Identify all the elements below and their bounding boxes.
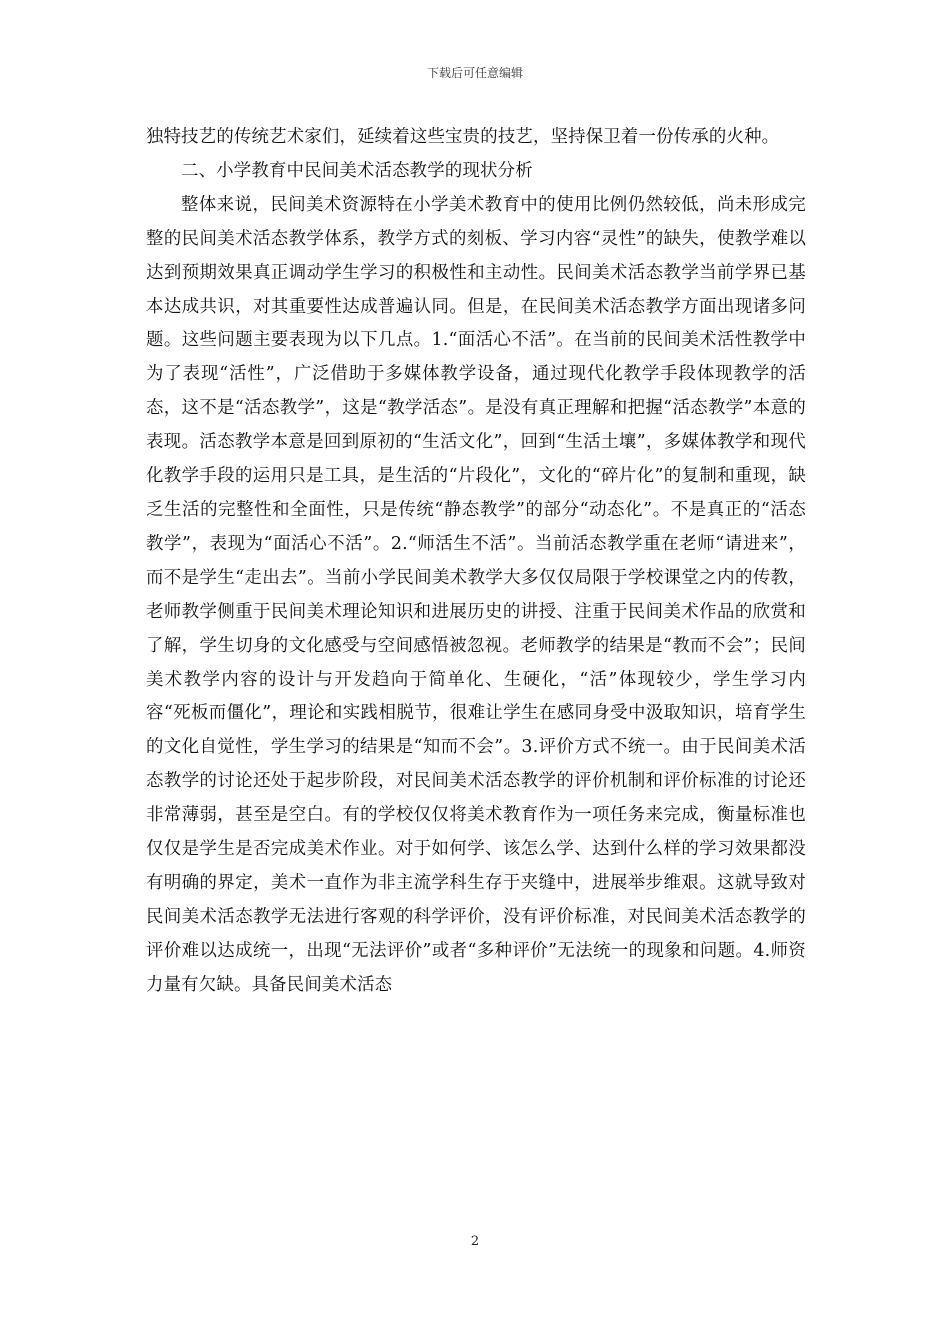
body-text xyxy=(146,121,806,1003)
page-number: 2 xyxy=(470,1234,480,1249)
section-heading: 二、小学教育中民间美术活态教学的现状分析 xyxy=(181,160,533,181)
paragraph-main: 整体来说，民间美术资源特在小学美术教育中的使用比例仍然较低，尚未形成完整的民间美术活态教学体系，教学方式的刻板、学习内容“灵性”的缺失，使教学难以达到预期效果真正调动学生学习的积极性和主动性。民间美术活态教学当前学界已基本达成共识，对其重要性达成普遍认同。但是，在民间美术活态教学方面出现诸多问题。这些问题主要表现为以下几点。1.“面活心不活”。在当前的民间美术活性教学中为了表现“活性”，广泛借助于多媒体教学设备，通过现代化教学手段体现教学的活态，这不是“活态教学”，这是“教学活态”。是没有真正理解和把握“活态教学”本意的表现。活态教学本意是回到原初的“生活文化”，回到“生活土壤”，多媒体教学和现代化教学手段的运用只是工具，是生活的“片段化”，文化的“碎片化”的复制和重现，缺乏生活的完整性和全面性，只是传统“静态教学”的部分“动态化”。不是真正的“活态教学”，表现为“面活心不活”。2.“师活生不活”。当前活态教学重在老师“请进来”，而不是学生“走出去”。当前小学民间美术教学大多仅仅局限于学校课堂之内的传教，老师教学侧重于民间美术理论知识和进展历史的讲授、注重于民间美术作品的欣赏和了解，学生切身的文化感受与空间感悟被忽视。老师教学的结果是“教而不会”；民间美术教学内容的设计与开发趋向于简单化、生硬化，“活”体现较少，学生学习内容“死板而僵化”，理论和实践相脱节，很难让学生在感同身受中汲取知识，培育学生的文化自觉性，学生学习的结果是“知而不会”。3.评价方式不统一。由于民间美术活态教学的讨论还处于起步阶段，对民间美术活态教学的评价机制和评价标准的讨论还非常薄弱，甚至是空白。有的学校仅仅将美术教育作为一项任务来完成，衡量标准也仅仅是学生是否完成美术作业。对于如何学、该怎么学、达到什么样的学习效果都没有明确的界定，美术一直作为非主流学科生存于夹缝中，进展举步维艰。这就导致对民间美术活态教学无法进行客观的科学评价，没有评价标准，对民间美术活态教学的评价难以达成统一，出现“无法评价”或者“多种评价”无法统一的现象和问题。4.师资力量有欠缺。具备民间美术活态 xyxy=(146,194,806,995)
paragraph-continued: 独特技艺的传统艺术家们，延续着这些宝贵的技艺，坚持保卫着一份传承的火种。 xyxy=(146,127,780,147)
page-header: 下载后可任意编辑 xyxy=(426,66,523,80)
